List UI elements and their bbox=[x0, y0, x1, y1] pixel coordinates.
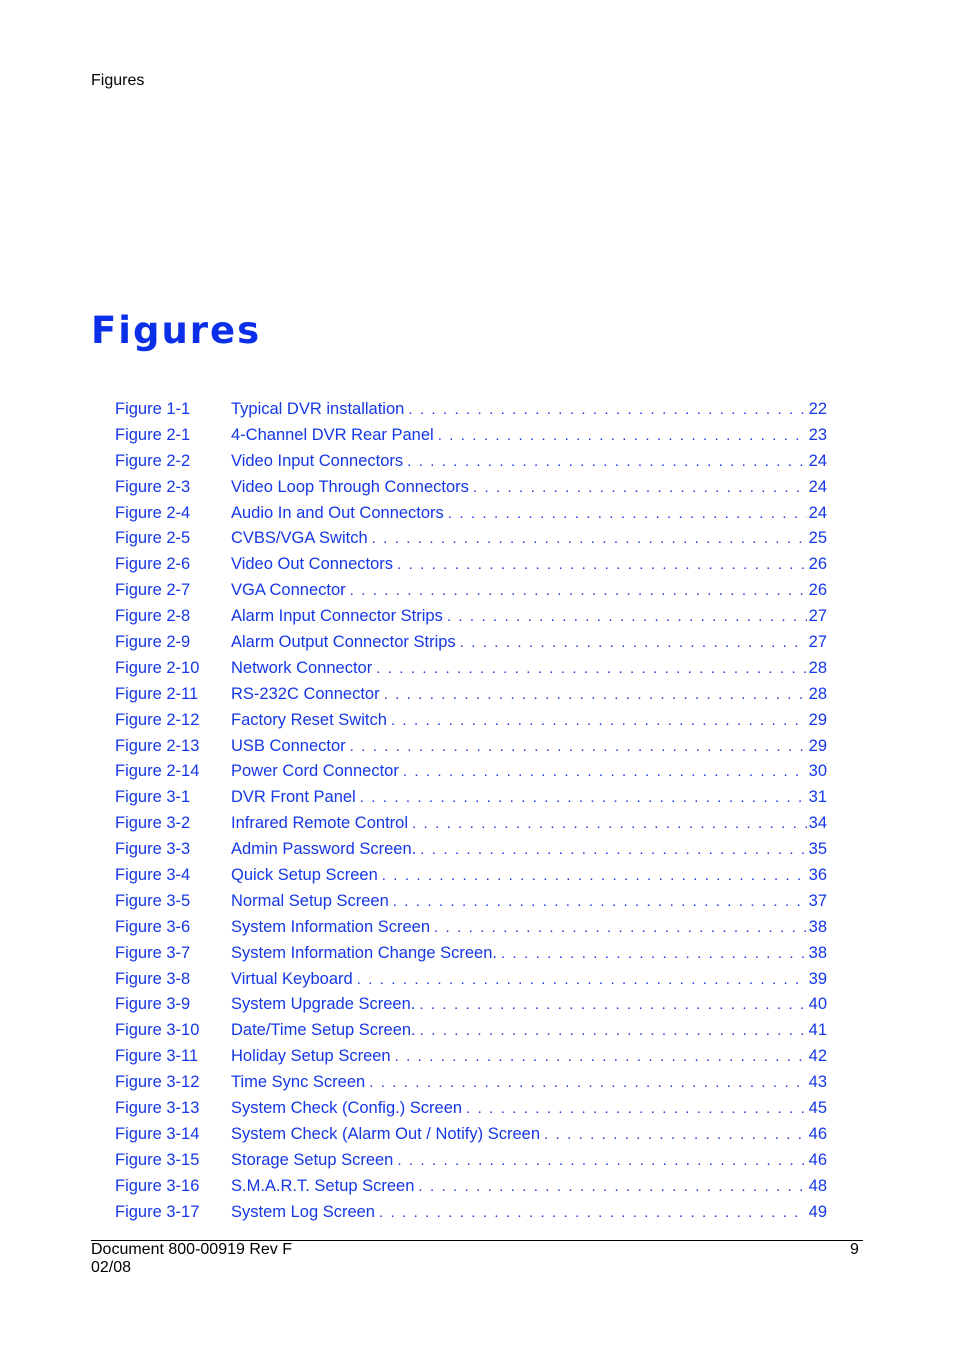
figure-page: 25 bbox=[808, 529, 827, 548]
toc-entry[interactable] bbox=[115, 918, 827, 944]
document-date: 02/08 bbox=[91, 1259, 132, 1276]
figure-title: Storage Setup Screen bbox=[231, 1150, 394, 1169]
figure-title: Normal Setup Screen bbox=[231, 891, 389, 910]
figure-number: Figure 3-10 bbox=[115, 1021, 200, 1040]
figure-page: 39 bbox=[808, 969, 827, 988]
toc-entry[interactable] bbox=[115, 762, 827, 788]
dot-leader bbox=[434, 919, 807, 936]
figure-page: 42 bbox=[808, 1047, 827, 1066]
toc-entry[interactable] bbox=[115, 685, 827, 711]
figure-number: Figure 2-10 bbox=[115, 658, 200, 677]
toc-entry[interactable] bbox=[115, 607, 827, 633]
figure-number: Figure 2-14 bbox=[115, 762, 200, 781]
figure-title: Power Cord Connector bbox=[231, 762, 399, 781]
toc-entry[interactable] bbox=[115, 659, 827, 685]
figure-title: Audio In and Out Connectors bbox=[231, 503, 444, 522]
figure-page: 28 bbox=[808, 658, 827, 677]
toc-entry[interactable] bbox=[115, 426, 827, 452]
dot-leader bbox=[360, 789, 807, 806]
figure-title: Alarm Output Connector Strips bbox=[231, 633, 456, 652]
figure-number: Figure 2-7 bbox=[115, 581, 191, 600]
figure-page: 22 bbox=[808, 400, 827, 418]
figure-number: Figure 2-12 bbox=[115, 710, 200, 729]
toc-entry[interactable] bbox=[115, 892, 827, 918]
figure-title: System Log Screen bbox=[231, 1202, 375, 1221]
figure-number: Figure 2-9 bbox=[115, 633, 191, 652]
figure-number: Figure 3-1 bbox=[115, 788, 191, 807]
figure-number: Figure 3-3 bbox=[115, 840, 191, 859]
figure-number: Figure 3-15 bbox=[115, 1150, 200, 1169]
dot-leader bbox=[412, 815, 807, 832]
toc-entry[interactable] bbox=[115, 1125, 827, 1151]
figure-number: Figure 3-5 bbox=[115, 891, 191, 910]
figure-number: Figure 2-4 bbox=[115, 503, 191, 522]
figure-page: 28 bbox=[808, 684, 827, 703]
figure-page: 26 bbox=[808, 581, 827, 600]
figure-page: 29 bbox=[808, 736, 827, 755]
figure-title: USB Connector bbox=[231, 736, 346, 755]
figure-title: RS-232C Connector bbox=[231, 684, 380, 703]
figure-number: Figure 3-17 bbox=[115, 1202, 200, 1221]
figure-title: DVR Front Panel bbox=[231, 788, 356, 807]
figure-page: 46 bbox=[808, 1150, 827, 1169]
figure-page: 24 bbox=[808, 503, 827, 522]
figure-title: Network Connector bbox=[231, 658, 373, 677]
figure-number: Figure 3-4 bbox=[115, 866, 191, 885]
figure-number: Figure 3-8 bbox=[115, 969, 191, 988]
figure-page: 26 bbox=[808, 555, 827, 574]
dot-leader bbox=[350, 738, 807, 755]
figure-number: Figure 3-2 bbox=[115, 814, 191, 833]
figure-number: Figure 3-14 bbox=[115, 1124, 200, 1143]
toc-entry[interactable] bbox=[115, 970, 827, 996]
figure-number: Figure 3-16 bbox=[115, 1176, 200, 1195]
toc-entry[interactable] bbox=[115, 1073, 827, 1099]
figure-number: Figure 1-1 bbox=[115, 400, 191, 418]
figure-number: Figure 2-2 bbox=[115, 451, 191, 470]
dot-leader bbox=[397, 1152, 806, 1169]
toc-entry[interactable] bbox=[115, 478, 827, 504]
toc-entry[interactable] bbox=[115, 555, 827, 581]
figure-number: Figure 3-6 bbox=[115, 917, 191, 936]
dot-leader bbox=[372, 530, 807, 547]
dot-leader bbox=[438, 427, 807, 444]
figure-page: 48 bbox=[808, 1176, 827, 1195]
figure-page: 34 bbox=[808, 814, 827, 833]
document-number: Document 800-00919 Rev F bbox=[91, 1241, 292, 1258]
page-number: 9 bbox=[850, 1241, 859, 1258]
figure-page: 41 bbox=[808, 1021, 827, 1040]
dot-leader bbox=[382, 867, 807, 884]
figure-title: Admin Password Screen. bbox=[231, 840, 417, 859]
figure-title: Video Input Connectors bbox=[231, 451, 404, 470]
dot-leader bbox=[379, 1204, 807, 1221]
dot-leader bbox=[419, 996, 806, 1013]
figure-title: CVBS/VGA Switch bbox=[231, 529, 368, 548]
toc-entry[interactable] bbox=[115, 814, 827, 840]
figure-page: 27 bbox=[808, 633, 827, 652]
figure-title: Virtual Keyboard bbox=[231, 969, 353, 988]
figure-number: Figure 3-13 bbox=[115, 1099, 200, 1118]
toc-entry[interactable] bbox=[115, 1151, 827, 1177]
dot-leader bbox=[376, 660, 806, 677]
toc-entry[interactable] bbox=[115, 944, 827, 970]
figure-title: S.M.A.R.T. Setup Screen bbox=[231, 1176, 415, 1195]
dot-leader bbox=[408, 401, 806, 418]
figure-page: 27 bbox=[808, 607, 827, 626]
dot-leader bbox=[420, 1022, 807, 1039]
dot-leader bbox=[384, 686, 807, 703]
dot-leader bbox=[544, 1126, 807, 1143]
dot-leader bbox=[448, 505, 807, 522]
figure-page: 40 bbox=[808, 995, 827, 1014]
toc-entry[interactable] bbox=[115, 1021, 827, 1047]
figure-number: Figure 2-6 bbox=[115, 555, 191, 574]
figure-number: Figure 3-12 bbox=[115, 1073, 200, 1092]
figure-page: 35 bbox=[808, 840, 827, 859]
figure-number: Figure 2-5 bbox=[115, 529, 191, 548]
figure-page: 46 bbox=[808, 1124, 827, 1143]
toc-entry[interactable] bbox=[115, 1099, 827, 1125]
toc-entry[interactable] bbox=[115, 452, 827, 478]
figure-title: System Check (Config.) Screen bbox=[231, 1099, 463, 1118]
figure-title: Date/Time Setup Screen. bbox=[231, 1021, 416, 1040]
dot-leader bbox=[447, 608, 807, 625]
toc-entry[interactable] bbox=[115, 995, 827, 1021]
figure-page: 36 bbox=[808, 866, 827, 885]
dot-leader bbox=[418, 1178, 806, 1195]
figure-page: 29 bbox=[808, 710, 827, 729]
dot-leader bbox=[407, 453, 806, 470]
toc-entry[interactable] bbox=[115, 737, 827, 763]
dot-leader bbox=[391, 712, 807, 729]
figure-page: 45 bbox=[808, 1099, 827, 1118]
figure-number: Figure 2-13 bbox=[115, 736, 200, 755]
figure-title: Typical DVR installation bbox=[231, 400, 405, 418]
dot-leader bbox=[395, 1048, 807, 1065]
toc-entry[interactable] bbox=[115, 840, 827, 866]
figure-title: System Check (Alarm Out / Notify) Screen bbox=[231, 1124, 540, 1143]
toc-entry[interactable] bbox=[115, 1047, 827, 1073]
dot-leader bbox=[460, 634, 807, 651]
figure-title: System Information Screen bbox=[231, 917, 430, 936]
figure-page: 23 bbox=[808, 425, 827, 444]
figure-title: Infrared Remote Control bbox=[231, 814, 408, 833]
figure-page: 43 bbox=[808, 1073, 827, 1092]
figure-title: Alarm Input Connector Strips bbox=[231, 607, 443, 626]
dot-leader bbox=[397, 556, 807, 573]
toc-entry[interactable] bbox=[115, 633, 827, 659]
figure-page: 30 bbox=[808, 762, 827, 781]
running-header: Figures bbox=[91, 72, 145, 89]
figure-number: Figure 3-9 bbox=[115, 995, 191, 1014]
figure-page: 24 bbox=[808, 477, 827, 496]
toc-entry[interactable] bbox=[115, 866, 827, 892]
figure-page: 24 bbox=[808, 451, 827, 470]
figure-title: Factory Reset Switch bbox=[231, 710, 387, 729]
figure-number: Figure 2-1 bbox=[115, 425, 191, 444]
toc-entry[interactable] bbox=[115, 1177, 827, 1203]
figure-number: Figure 2-8 bbox=[115, 607, 191, 626]
dot-leader bbox=[473, 479, 807, 496]
toc-entry[interactable] bbox=[115, 788, 827, 814]
toc-entry[interactable] bbox=[115, 529, 827, 555]
dot-leader bbox=[466, 1100, 807, 1117]
toc-entry[interactable] bbox=[115, 1203, 827, 1229]
figure-number: Figure 3-7 bbox=[115, 943, 191, 962]
figure-page: 38 bbox=[808, 943, 827, 962]
dot-leader bbox=[350, 582, 807, 599]
figure-number: Figure 3-11 bbox=[115, 1047, 199, 1066]
figure-number: Figure 2-11 bbox=[115, 684, 199, 703]
footer-document-info bbox=[91, 1241, 292, 1277]
figure-title: System Information Change Screen. bbox=[231, 943, 497, 962]
figure-page: 49 bbox=[808, 1202, 827, 1221]
figure-title: Time Sync Screen bbox=[231, 1073, 366, 1092]
figure-title: Quick Setup Screen bbox=[231, 866, 378, 885]
dot-leader bbox=[393, 893, 807, 910]
figure-title: Video Out Connectors bbox=[231, 555, 394, 574]
dot-leader bbox=[403, 763, 807, 780]
figures-list bbox=[115, 400, 827, 1229]
figure-title: Holiday Setup Screen bbox=[231, 1047, 391, 1066]
figure-page: 37 bbox=[808, 891, 827, 910]
figure-page: 31 bbox=[808, 788, 827, 807]
page-title: Figures bbox=[91, 309, 262, 352]
figure-number: Figure 2-3 bbox=[115, 477, 191, 496]
figure-title: Video Loop Through Connectors bbox=[231, 477, 469, 496]
figure-title: 4-Channel DVR Rear Panel bbox=[231, 425, 434, 444]
figure-title: System Upgrade Screen. bbox=[231, 995, 416, 1014]
toc-entry[interactable] bbox=[115, 581, 827, 607]
dot-leader bbox=[369, 1074, 806, 1091]
dot-leader bbox=[420, 841, 806, 858]
toc-entry[interactable] bbox=[115, 711, 827, 737]
dot-leader bbox=[357, 971, 807, 988]
figure-page: 38 bbox=[808, 917, 827, 936]
figure-title: VGA Connector bbox=[231, 581, 346, 600]
toc-entry[interactable] bbox=[115, 400, 827, 426]
dot-leader bbox=[501, 945, 807, 962]
toc-entry[interactable] bbox=[115, 504, 827, 530]
